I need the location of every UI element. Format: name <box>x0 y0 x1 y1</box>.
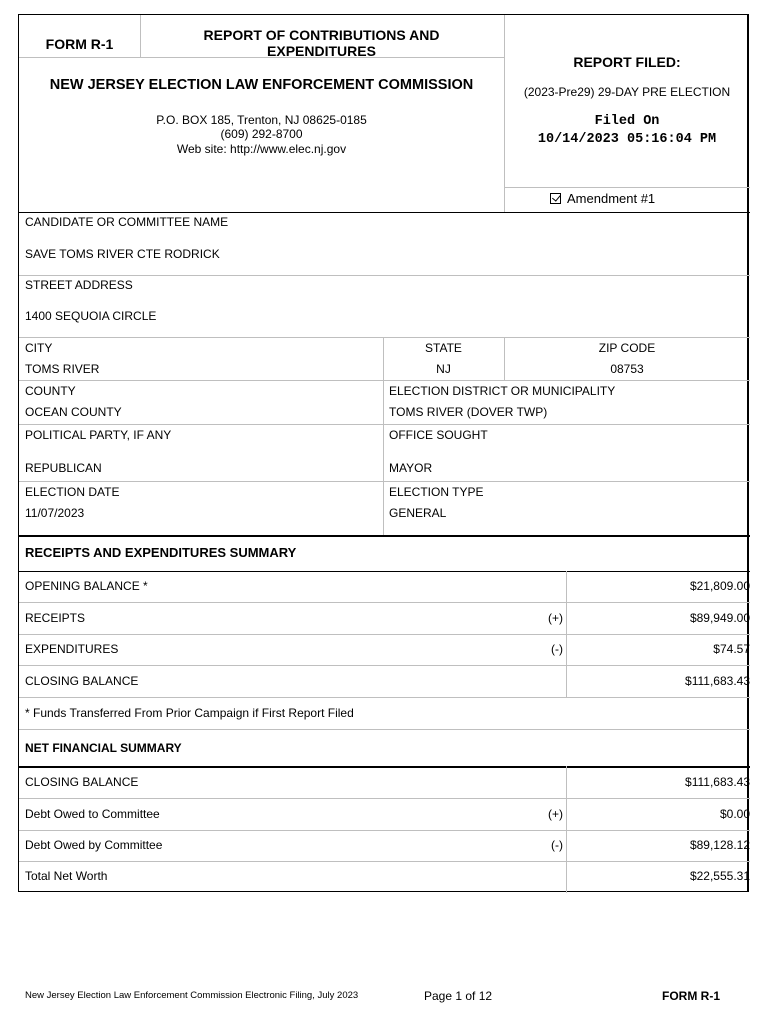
amendment-indicator <box>550 191 655 206</box>
net-row-amount: $89,128.12 <box>689 838 750 852</box>
summary-row-label: OPENING BALANCE * <box>25 579 148 593</box>
summary-row-label: RECEIPTS <box>25 611 86 625</box>
divider <box>19 697 750 698</box>
divider <box>19 729 750 730</box>
office-value: MAYOR <box>389 461 433 475</box>
net-row-label: Debt Owed to Committee <box>25 807 160 821</box>
state-value: NJ <box>436 362 451 376</box>
footer-left: New Jersey Election Law Enforcement Commission Electronic Filing, July 2023 <box>25 990 359 1001</box>
divider <box>19 424 750 425</box>
summary-row-amount: $111,683.43 <box>685 674 750 688</box>
page-number: Page 1 of 12 <box>424 989 493 1003</box>
zip-value: 08753 <box>610 362 644 376</box>
office-label: OFFICE SOUGHT <box>389 428 488 442</box>
divider <box>19 571 750 572</box>
divider <box>19 766 750 768</box>
divider <box>19 337 750 338</box>
divider <box>19 665 750 666</box>
divider <box>19 212 750 213</box>
zip-label: ZIP CODE <box>598 341 656 355</box>
checkbox-checked-icon <box>550 193 561 204</box>
party-value: REPUBLICAN <box>25 461 102 475</box>
summary-row-sign: (-) <box>551 642 563 656</box>
divider <box>19 861 750 862</box>
district-label: ELECTION DISTRICT OR MUNICIPALITY <box>389 384 616 398</box>
summary-row-amount: $21,809.00 <box>689 579 750 593</box>
county-value: OCEAN COUNTY <box>25 405 122 419</box>
form-id: FORM R-1 <box>45 36 114 52</box>
summary-row-label: CLOSING BALANCE <box>25 674 139 688</box>
commission-phone: (609) 292-8700 <box>220 127 303 141</box>
divider <box>140 15 141 57</box>
election-type-value: GENERAL <box>389 506 447 520</box>
street-label: STREET ADDRESS <box>25 278 133 292</box>
net-summary-title: NET FINANCIAL SUMMARY <box>25 741 182 755</box>
divider <box>19 380 750 381</box>
net-row-amount: $0.00 <box>719 807 750 821</box>
net-row-amount: $22,555.31 <box>689 869 750 883</box>
election-date-value: 11/07/2023 <box>25 506 85 520</box>
footnote: * Funds Transferred From Prior Campaign if First Report Filed <box>25 706 354 720</box>
summary-row-amount: $89,949.00 <box>689 611 750 625</box>
party-label: POLITICAL PARTY, IF ANY <box>25 428 172 442</box>
net-row-sign: (+) <box>548 807 563 821</box>
report-period: (2023-Pre29) 29-DAY PRE ELECTION <box>523 85 731 99</box>
filed-on-datetime: 10/14/2023 05:16:04 PM <box>537 132 717 147</box>
report-form <box>18 14 749 892</box>
divider <box>19 535 750 537</box>
summary-row-label: EXPENDITURES <box>25 642 119 656</box>
election-type-label: ELECTION TYPE <box>389 485 484 499</box>
divider <box>19 634 750 635</box>
city-label: CITY <box>25 341 53 355</box>
report-filed-label: REPORT FILED: <box>573 54 681 70</box>
divider <box>19 602 750 603</box>
receipts-summary-title: RECEIPTS AND EXPENDITURES SUMMARY <box>25 545 297 560</box>
commission-address: P.O. BOX 185, Trenton, NJ 08625-0185 <box>156 113 367 127</box>
street-value: 1400 SEQUOIA CIRCLE <box>25 309 157 323</box>
net-row-sign: (-) <box>551 838 563 852</box>
footer-form-id: FORM R-1 <box>662 989 720 1003</box>
divider <box>19 481 750 482</box>
commission-website[interactable]: Web site: http://www.elec.nj.gov <box>176 142 347 156</box>
net-row-label: CLOSING BALANCE <box>25 775 139 789</box>
summary-row-sign: (+) <box>548 611 563 625</box>
county-label: COUNTY <box>25 384 76 398</box>
summary-row-amount: $74.57 <box>713 642 750 656</box>
filed-on-label: Filed On <box>594 114 660 129</box>
state-label: STATE <box>425 341 462 355</box>
report-title: REPORT OF CONTRIBUTIONS AND EXPENDITURES <box>203 27 440 59</box>
net-row-label: Total Net Worth <box>25 869 108 883</box>
city-value: TOMS RIVER <box>25 362 100 376</box>
commission-name: NEW JERSEY ELECTION LAW ENFORCEMENT COMMISSION <box>49 77 474 93</box>
divider <box>504 187 750 188</box>
amendment-label: Amendment #1 <box>567 191 656 206</box>
election-date-label: ELECTION DATE <box>25 485 120 499</box>
net-row-label: Debt Owed by Committee <box>25 838 163 852</box>
divider <box>19 830 750 831</box>
net-row-amount: $111,683.43 <box>685 775 750 789</box>
district-value: TOMS RIVER (DOVER TWP) <box>389 405 548 419</box>
name-value: SAVE TOMS RIVER CTE RODRICK <box>25 247 220 261</box>
divider <box>19 798 750 799</box>
divider <box>19 275 750 276</box>
name-label: CANDIDATE OR COMMITTEE NAME <box>25 215 229 229</box>
